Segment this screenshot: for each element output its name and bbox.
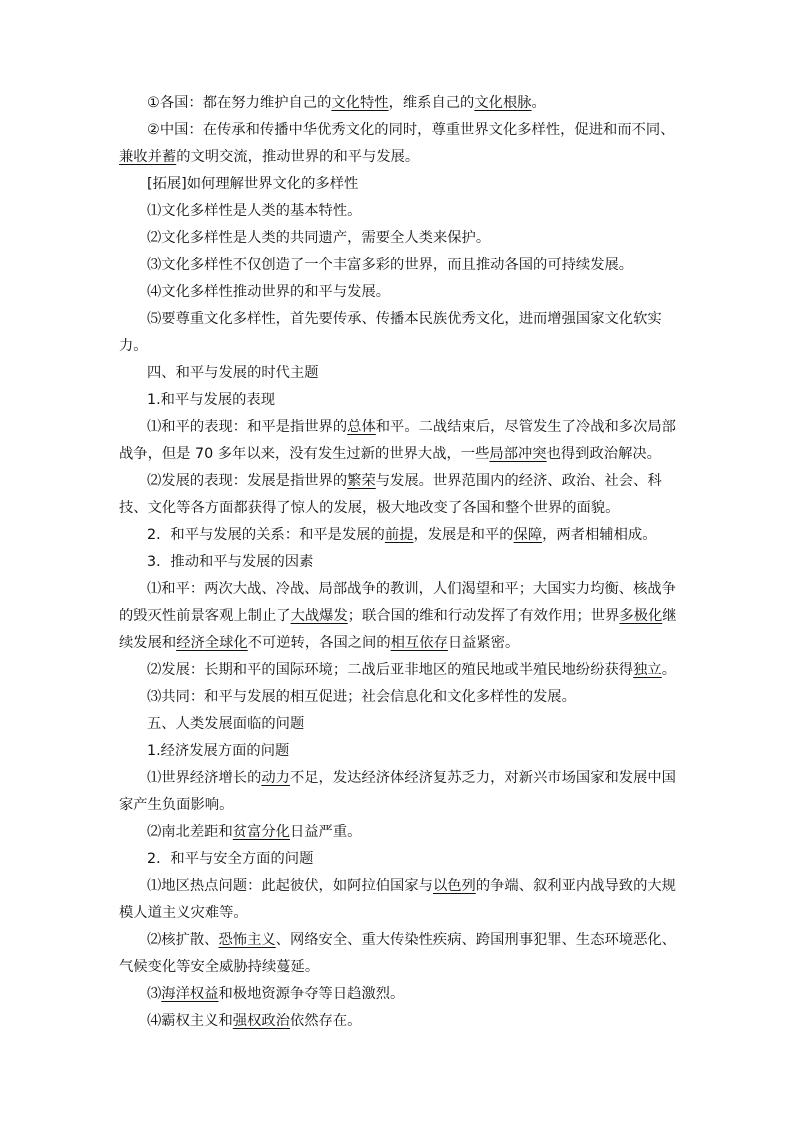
underlined-keyword: 强权政治 — [232, 1013, 290, 1029]
text-segment: 2．和平与安全方面的问题 — [147, 851, 314, 867]
paragraph — [119, 981, 679, 1008]
paragraph — [119, 117, 679, 171]
paragraph — [119, 90, 679, 117]
paragraph — [119, 522, 679, 549]
paragraph — [119, 819, 679, 846]
text-segment: ⑵文化多样性是人类的共同遗产，需要全人类来保护。 — [147, 230, 491, 246]
paragraph — [119, 927, 679, 981]
text-segment: 。 — [531, 95, 546, 111]
text-segment: ⑴和平：两次大战、冷战、局部战争的教训，人们渴望和平；大国实力均衡、核战争的毁灭性前景客观上制止了 — [119, 581, 676, 624]
underlined-keyword: 海洋权益 — [161, 986, 219, 1002]
paragraph — [119, 387, 679, 414]
text-segment: ⑶文化多样性不仅创造了一个丰富多彩的世界，而且推动各国的可持续发展。 — [147, 257, 634, 273]
underlined-keyword: 文化特性 — [331, 95, 389, 111]
text-segment: [拓展]如何理解世界文化的多样性 — [147, 176, 359, 192]
underlined-keyword: 总体 — [347, 419, 376, 435]
underlined-keyword: 大战爆发 — [290, 608, 348, 624]
text-segment: 四、和平与发展的时代主题 — [147, 365, 319, 381]
text-segment: 的争端、叙利亚内战导致的大规模人道主义灾难等。 — [119, 878, 676, 921]
text-segment: 的文明交流，推动世界的和平与发展。 — [176, 149, 420, 165]
text-segment: 1.经济发展方面的问题 — [147, 743, 290, 759]
text-segment: ⑴和平的表现：和平是指世界的 — [147, 419, 348, 435]
text-segment: 日益紧密。 — [447, 635, 520, 651]
text-segment: ⑶共同：和平与发展的相互促进；社会信息化和文化多样性的发展。 — [147, 689, 576, 705]
text-segment: 3．推动和平与发展的因素 — [147, 554, 314, 570]
text-segment: ⑵核扩散、 — [147, 932, 219, 948]
paragraph — [119, 1008, 679, 1035]
text-segment: ⑵南北差距和 — [147, 824, 233, 840]
paragraph — [119, 468, 679, 522]
document-body — [119, 90, 679, 1035]
text-segment: 五、人类发展面临的问题 — [147, 716, 305, 732]
underlined-keyword: 前提 — [384, 527, 414, 543]
underlined-keyword: 局部冲突 — [489, 446, 547, 462]
paragraph — [119, 765, 679, 819]
text-segment: ，发展是和平的 — [413, 527, 514, 543]
text-segment: 和平。二战结束后，尽管发生了冷战和多次局部战争，但是 70 多年以来，没有发生过新的世界大战，一些 — [119, 419, 676, 462]
text-segment: ⑵发展：长期和平的国际环境；二战后亚非地区的殖民地或半殖民地纷纷获得 — [147, 662, 634, 678]
text-segment: ，两者相辅相成。 — [542, 527, 657, 543]
paragraph — [119, 198, 679, 225]
paragraph — [119, 549, 679, 576]
text-segment: ⑴文化多样性是人类的基本特性。 — [147, 203, 362, 219]
text-segment: ；联合国的维和行动发挥了有效作用；世界 — [347, 608, 620, 624]
text-segment: 不足，发达经济体经济复苏乏力，对新兴市场国家和发展中国家产生负面影响。 — [119, 770, 676, 813]
text-segment: 不可逆转，各国之间的 — [247, 635, 391, 651]
text-segment: ⑷霸权主义和 — [147, 1013, 233, 1029]
paragraph — [119, 252, 679, 279]
underlined-keyword: 独立 — [633, 662, 662, 678]
paragraph — [119, 414, 679, 468]
text-segment: ①各国：都在努力维护自己的 — [147, 95, 332, 111]
text-segment: ⑸要尊重文化多样性，首先要传承、传播本民族优秀文化，进而增强国家文化软实力。 — [119, 311, 662, 354]
paragraph — [119, 657, 679, 684]
paragraph — [119, 279, 679, 306]
underlined-keyword: 兼收并蓄 — [119, 149, 177, 165]
text-segment: ⑷文化多样性推动世界的和平与发展。 — [147, 284, 391, 300]
text-segment: 1.和平与发展的表现 — [147, 392, 276, 408]
underlined-keyword: 繁荣 — [347, 473, 376, 489]
text-segment: ⑴世界经济增长的 — [147, 770, 262, 786]
text-segment: ⑴地区热点问题：此起彼伏，如阿拉伯国家与 — [147, 878, 433, 894]
paragraph — [119, 225, 679, 252]
text-segment: 2．和平与发展的关系：和平是发展的 — [147, 527, 385, 543]
text-segment: 、网络安全、重大传染性疾病、跨国刑事犯罪、生态环境恶化、气候变化等安全威胁持续蔓延。 — [119, 932, 676, 975]
paragraph — [119, 306, 679, 360]
text-segment: 和极地资源争夺等日趋激烈。 — [218, 986, 405, 1002]
text-segment: 依然存在。 — [289, 1013, 362, 1029]
text-segment: 继续发展和 — [119, 608, 677, 651]
paragraph — [119, 171, 679, 198]
underlined-keyword: 多极化 — [619, 608, 663, 624]
paragraph — [119, 873, 679, 927]
underlined-keyword: 经济全球化 — [176, 635, 248, 651]
paragraph — [119, 738, 679, 765]
underlined-keyword: 保障 — [513, 527, 543, 543]
underlined-keyword: 文化根脉 — [474, 95, 532, 111]
underlined-keyword: 动力 — [261, 770, 290, 786]
paragraph — [119, 711, 679, 738]
paragraph — [119, 846, 679, 873]
text-segment: ②中国：在传承和传播中华优秀文化的同时，尊重世界文化多样性，促进和而不同、 — [147, 122, 675, 138]
paragraph — [119, 576, 679, 657]
underlined-keyword: 贫富分化 — [232, 824, 290, 840]
underlined-keyword: 以色列 — [432, 878, 476, 894]
paragraph — [119, 360, 679, 387]
underlined-keyword: 相互依存 — [390, 635, 448, 651]
text-segment: 与发展。世界范围内的经济、政治、社会、科技、文化等各方面都获得了惊人的发展，极大地改变了各国和整个世界的面貌。 — [119, 473, 662, 516]
text-segment: 也得到政治解决。 — [546, 446, 661, 462]
text-segment: 日益严重。 — [289, 824, 362, 840]
underlined-keyword: 恐怖主义 — [218, 932, 276, 948]
paragraph — [119, 684, 679, 711]
text-segment: ，维系自己的 — [388, 95, 475, 111]
text-segment: 。 — [661, 662, 676, 678]
text-segment: ⑶ — [147, 986, 162, 1002]
text-segment: ⑵发展的表现：发展是指世界的 — [147, 473, 348, 489]
